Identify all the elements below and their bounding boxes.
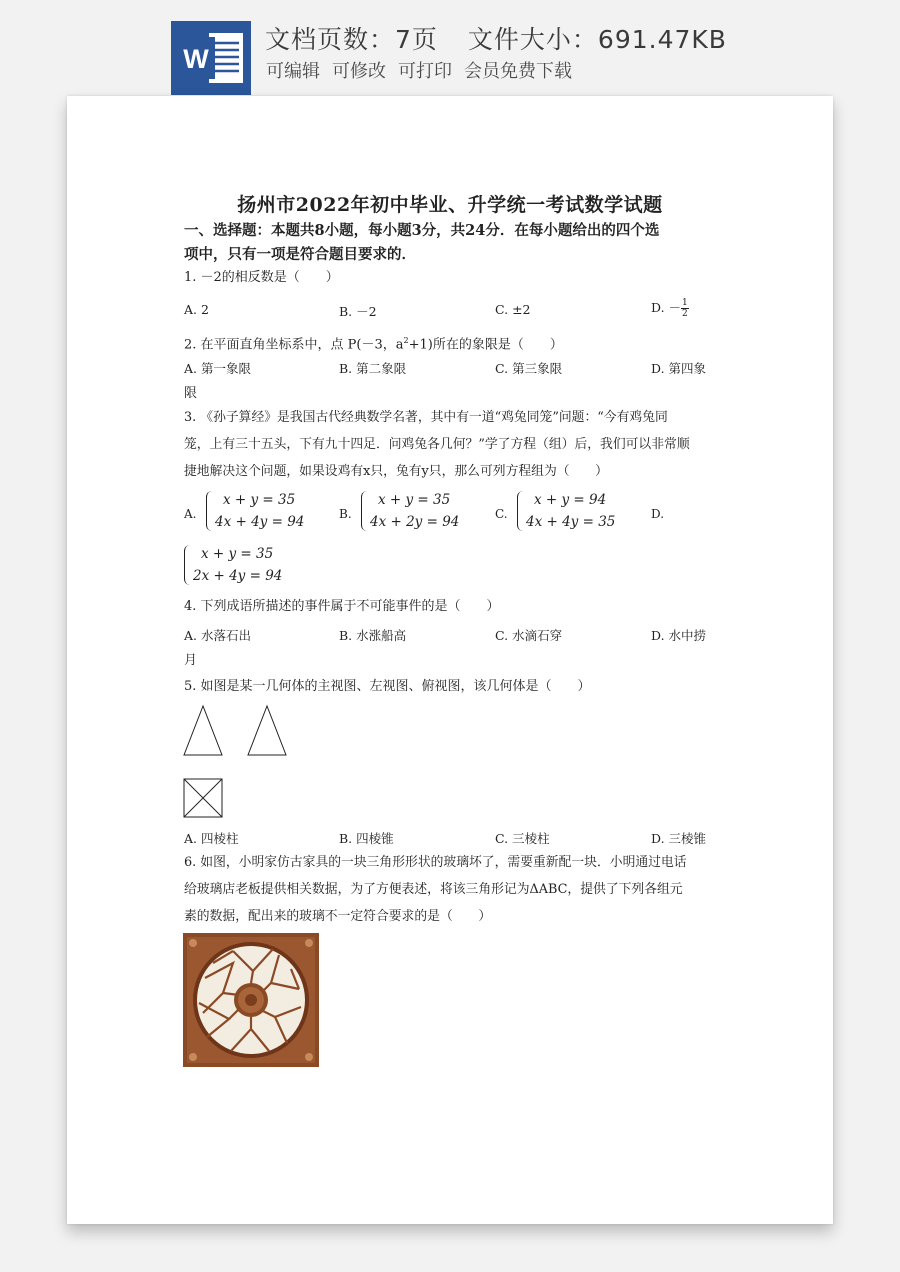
q3-option-a-label: A. bbox=[184, 507, 197, 521]
question-6-stem bbox=[184, 849, 729, 930]
q5-option-d: D. 三棱锥 bbox=[651, 831, 707, 846]
q3-line2: 笼，上有三十五头，下有九十四足．问鸡兔各几何？”学了方程（组）后，我们可以非常顺 bbox=[184, 437, 690, 452]
q6-line3: 素的数据，配出来的玻璃不一定符合要求的是（ ） bbox=[184, 909, 492, 924]
section-heading-line2: 项中，只有一项是符合题目要求的． bbox=[184, 246, 416, 263]
fraction bbox=[681, 298, 689, 319]
feature-printable: 可打印 bbox=[398, 61, 452, 82]
q4-option-d: D. 水中捞 bbox=[651, 628, 707, 643]
question-2-stem bbox=[184, 332, 724, 354]
top-view-square bbox=[184, 779, 222, 817]
q4-option-c: C. 水滴石穿 bbox=[495, 628, 563, 643]
question-4-stem: 4. 下列成语所描述的事件属于不可能事件的是（ ） bbox=[184, 599, 500, 614]
question-1-stem: 1. －2的相反数是（ ） bbox=[184, 270, 339, 285]
q2-stem-part1: 2. 在平面直角坐标系中，点 P(－3，a bbox=[184, 337, 404, 353]
q2-stem-exponent: 2 bbox=[403, 336, 409, 345]
q3-d-eq2: 2x + 4y = 94 bbox=[193, 568, 283, 584]
q5-option-c: C. 三棱柱 bbox=[495, 831, 550, 846]
q3-a-eq1: x + y = 35 bbox=[223, 492, 296, 508]
q3-c-eq2: 4x + 4y = 35 bbox=[526, 514, 616, 530]
question-5-stem: 5. 如图是某一几何体的主视图、左视图、俯视图，该几何体是（ ） bbox=[184, 679, 591, 694]
antique-window-image bbox=[183, 933, 319, 1067]
q3-line1: 3. 《孙子算经》是我国古代经典数学名著，其中有一道“鸡兔同笼”问题：“今有鸡兔同 bbox=[184, 410, 668, 425]
question-3-stem bbox=[184, 404, 729, 485]
q2-option-d: D. 第四象 bbox=[651, 361, 707, 376]
q1-option-b: B. －2 bbox=[339, 304, 377, 319]
q3-b-eq2: 4x + 2y = 94 bbox=[370, 514, 460, 530]
q3-line3: 捷地解决这个问题，如果设鸡有x只，兔有y只，那么可列方程组为（ ） bbox=[184, 464, 608, 479]
q4-option-b: B. 水涨船高 bbox=[339, 628, 407, 643]
q1-option-d-prefix: D. － bbox=[651, 300, 682, 315]
feature-editable: 可编辑 bbox=[266, 61, 320, 82]
q4-option-a: A. 水落石出 bbox=[184, 628, 251, 643]
q1-option-d bbox=[651, 298, 689, 319]
word-logo-letter: W bbox=[183, 44, 209, 74]
q3-b-eq1: x + y = 35 bbox=[378, 492, 451, 508]
q3-option-a-system bbox=[206, 489, 304, 533]
q3-option-d-system bbox=[184, 543, 282, 587]
q2-option-a: A. 第一象限 bbox=[184, 361, 251, 376]
q3-option-d-label: D. bbox=[651, 507, 665, 521]
q3-option-b-system bbox=[361, 489, 459, 533]
front-view-triangle bbox=[184, 706, 222, 755]
q6-line2: 给玻璃店老板提供相关数据，为了方便表述，将该三角形记为ΔABC，提供了下列各组元 bbox=[184, 882, 683, 897]
fraction-denominator: 2 bbox=[682, 309, 688, 319]
q5-option-b: B. 四棱锥 bbox=[339, 831, 394, 846]
q5-option-a: A. 四棱柱 bbox=[184, 831, 239, 846]
q4-option-d-wrap: 月 bbox=[184, 653, 198, 668]
q3-option-c-system bbox=[517, 489, 615, 533]
feature-modifiable: 可修改 bbox=[332, 61, 386, 82]
document-page bbox=[67, 96, 833, 1224]
feature-list bbox=[266, 57, 584, 83]
q3-option-b-label: B. bbox=[339, 507, 352, 521]
q3-a-eq2: 4x + 4y = 94 bbox=[215, 514, 305, 530]
q1-option-a: A. 2 bbox=[184, 302, 209, 317]
fraction-numerator: 1 bbox=[682, 298, 688, 308]
q2-option-b: B. 第二象限 bbox=[339, 361, 407, 376]
file-info bbox=[265, 20, 757, 56]
left-view-triangle bbox=[248, 706, 286, 755]
feature-member-download: 会员免费下载 bbox=[464, 61, 572, 82]
document-title: 扬州市2022年初中毕业、升学统一考试数学试题 bbox=[237, 194, 663, 216]
q2-option-d-wrap: 限 bbox=[184, 386, 198, 401]
q3-option-c-label: C. bbox=[495, 507, 508, 521]
q6-line1: 6. 如图，小明家仿古家具的一块三角形形状的玻璃坏了，需要重新配一块．小明通过电话 bbox=[184, 855, 687, 870]
q1-option-c: C. ±2 bbox=[495, 302, 531, 317]
section-heading bbox=[184, 219, 729, 267]
page-count: 文档页数：7页 bbox=[265, 25, 438, 54]
q3-c-eq1: x + y = 94 bbox=[534, 492, 607, 508]
file-size: 文件大小：691.47KB bbox=[467, 25, 727, 54]
section-heading-line1: 一、选择题：本题共8小题，每小题3分，共24分．在每小题给出的四个选 bbox=[184, 222, 660, 239]
q2-option-c: C. 第三象限 bbox=[495, 361, 563, 376]
q2-stem-part2: +1)所在的象限是（ ） bbox=[408, 337, 563, 353]
q3-d-eq1: x + y = 35 bbox=[201, 546, 274, 562]
word-document-icon bbox=[171, 21, 251, 95]
